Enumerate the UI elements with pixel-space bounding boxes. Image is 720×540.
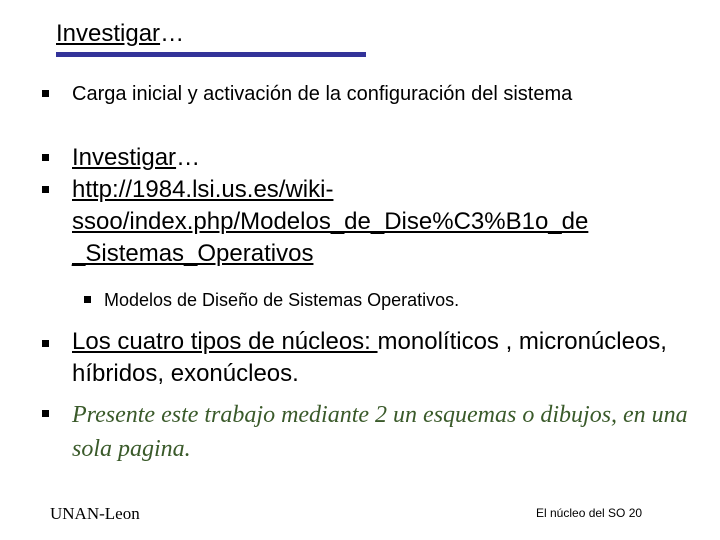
investigar-ellipsis: …	[176, 144, 201, 171]
footer-right	[536, 506, 642, 520]
title-link[interactable]: Investigar	[56, 20, 161, 47]
bullet-square-2	[42, 154, 49, 161]
nucleos-types: monolíticos , micronúcleos, híbridos, exonúcleos.	[72, 328, 667, 387]
url-line-1[interactable]: http://1984.lsi.us.es/wiki-	[72, 176, 334, 203]
bullet-square-1	[42, 90, 49, 97]
slide-title	[56, 20, 184, 48]
url-line-3[interactable]: _Sistemas_Operativos	[72, 240, 314, 267]
nucleos-link[interactable]: Los cuatro tipos de núcleos:	[72, 328, 378, 355]
sub-bullet-text: Modelos de Diseño de Sistemas Operativos.	[104, 290, 460, 310]
page-number: 20	[628, 506, 643, 520]
url-link[interactable]	[72, 174, 692, 270]
bullet-square-4	[42, 340, 49, 347]
bullet-square-5	[42, 410, 49, 417]
bullet-text-1: Carga inicial y activación de la configuración del sistema	[72, 83, 573, 105]
bullet-text-4	[72, 326, 692, 390]
bullet-text-5: Presente este trabajo mediante 2 un esquemas o dibujos, en una sola pagina.	[72, 402, 688, 462]
bullet-text-2	[72, 142, 200, 174]
bullet-square-3	[42, 186, 49, 193]
url-line-2[interactable]: ssoo/index.php/Modelos_de_Dise%C3%B1o_de	[72, 208, 589, 235]
footer-left-label: UNAN-Leon	[50, 504, 140, 523]
sub-bullet-square	[84, 296, 91, 303]
footer-title: El núcleo del SO	[536, 506, 626, 520]
title-ellipsis: …	[160, 20, 185, 47]
title-underline-bar	[56, 52, 366, 57]
investigar-link[interactable]: Investigar	[72, 144, 177, 171]
